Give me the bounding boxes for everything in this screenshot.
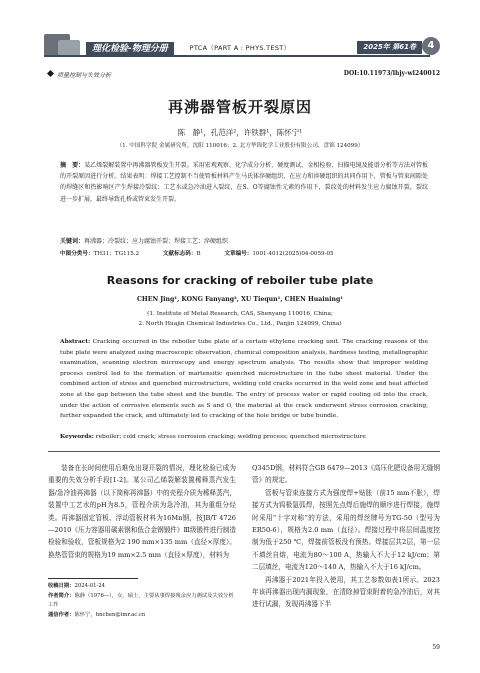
- abstract-cn-label: 摘 要：: [60, 162, 85, 169]
- keywords-en: [60, 432, 428, 443]
- section-divider: [48, 451, 440, 452]
- footnote: [48, 582, 238, 620]
- article-title-en: Reasons for cracking of reboiler tube plate: [106, 274, 374, 287]
- clc-label: 中图分类号：: [60, 251, 94, 257]
- keywords-en-text: reboiler; cold crack; stress corrosion cracking; welding process; quenched microstructure: [95, 434, 366, 440]
- authors-cn: 陈 静¹，孔范洋²，许铁群¹，陈怀宁¹: [177, 128, 303, 137]
- abstract-cn: [60, 160, 428, 205]
- body-paragraph: Q345D钢，材料符合GB 6479—2013《高压化肥设备用无缝钢管》的规定。: [252, 464, 440, 485]
- affiliations-cn: （1. 中国科学院 金属研究所，沈阳 110016；2. 北方华锦化学工业股份有限公司，盘锦 124099）: [116, 143, 364, 149]
- journal-name: 理化检验-物理分册: [86, 42, 174, 56]
- affiliation-en-2: 2. North Huajin Chemical Industries Co., Ltd., Panjin 124099, China): [138, 321, 342, 327]
- footnote-divider: [48, 578, 138, 579]
- received-date: 2024-01-24: [74, 583, 106, 589]
- contact-author: 陈怀宁，hnchen@imr.ac.cn: [74, 611, 146, 618]
- classification-row: [60, 249, 428, 257]
- article-id-label: 文章编号：: [224, 251, 253, 257]
- doc-code-value: B: [196, 251, 201, 257]
- article-title-cn: 再沸器管板开裂原因: [167, 98, 312, 116]
- header-divider: [44, 55, 430, 57]
- body-paragraph: 管板与管束连接方式为强度焊+贴胀（前15 mm不胀），焊接方式为钨极氩弧焊，按照先点焊后施焊的顺序进行焊接，施焊时采用“十字对称”的方法，采用的焊丝牌号为TG-50（型号为ER50-6），规格为2.0 mm（直径）。焊接过程中将层间温度控制为低于250 ℃，焊接前管板没有预热。焊接层共2层，第一层不填丝自熔，电流为80～100 A，热输入不大于12 kJ/cm；第二层填丝，电流为120～140 A，热输入不大于16 kJ/cm。: [252, 488, 440, 572]
- affiliations-en: [0, 309, 480, 329]
- received-label: 收稿日期：: [48, 583, 75, 589]
- doc-code-label: 文献标志码：: [162, 251, 197, 257]
- abstract-en-label: Abstract:: [60, 338, 91, 345]
- abstract-en: [60, 337, 428, 422]
- page-number: 59: [432, 644, 440, 651]
- doi: DOI:10.11973/lhjy-wl240012: [343, 70, 440, 77]
- abstract-en-text: Cracking occurred in the reboiler tube plate of a certain ethylene cracking unit. The cracking reasons of the tube plate were analyzed using macroscopic observation, chemical composition analysis, hardness testing, metallographic examination, scanning electron microscopy and energy spectrum analysis. The results show that improper welding process control led to the formation of martensitic quenched microstructure in the tube sheet material. Under the combined action of stress and quenched microstructure, welding cold cracks occurred in the weld zone and heat affected zone at the gap between the tube sheet and the bundle. The entry of process water or rapid cooling oil into the crack, under the action of corrosive elements such as S and O, the material at the crack underwent stress corrosion cracking, further expanded the crack, and ultimately led to cracking of the hole bridge or tube bundle.: [60, 339, 429, 420]
- contact-label: 通信作者：: [48, 611, 75, 618]
- author-bio-label: 作者简介：: [48, 592, 75, 599]
- info-row: [48, 70, 440, 80]
- journal-english-name: PTCA（PART A : PHYS.TEST）: [189, 44, 291, 52]
- body-right-column: [252, 462, 440, 611]
- diamond-icon: [47, 70, 54, 77]
- keywords-cn-text: 再沸器；冷裂纹；应力腐蚀开裂；焊接工艺；淬硬组织: [84, 238, 229, 245]
- abstract-cn-text: 某乙烯裂解装置中再沸器管板发生开裂。采用宏观观察、化学成分分析、硬度测试、金相检验、扫描电镜及能谱分析等方法对管板的开裂原因进行分析。结果表明：焊接工艺控制不当使管板材料产生马氏体淬硬组织，在应力和淬硬组织的共同作用下，管板与管束间隙处的焊缝区和热影响区产生焊接冷裂纹；工艺水或急冷油进入裂纹，在S、O等腐蚀性元素的作用下，裂纹处的材料发生应力腐蚀开裂，裂纹进一步扩展，最终导致孔桥或管束发生开裂。: [60, 162, 428, 203]
- body-paragraph: 装备在长时间使用后难免出现开裂的情况，理化检验已成为重要的失效分析手段[1-2]。某公司乙烯裂解装置稀释蒸汽发生器/急冷油再沸器（以下简称再沸器）中的壳程介质为稀释蒸汽，装置中工艺水的pH为8.5，管程介质为急冷油，其为重组分烃类。再沸器固定管板、浮动管板材料为16Mn钢，按JB/T 4726—2010《压力容器用碳素钢和低合金钢锻件》Ⅲ级锻件进行制造检验和验收，管板规格为2 190 mm×135 mm（直径×厚度）。换热管管束的规格为19 mm×2.5 mm（直径×厚度），材料为: [48, 464, 236, 559]
- keywords-cn-label: 关键词：: [60, 238, 85, 245]
- column-tag: [48, 70, 111, 79]
- body-paragraph: 再沸器于2021年投入使用，其工艺参数如表1所示。2023年该再沸器出现内漏现象，在清除掉管束附着的急冷油后，对其进行试漏，发现再沸器下半: [252, 575, 440, 609]
- year-volume: 2025年 第61卷: [357, 41, 422, 54]
- article-id-value: 1001-4012(2025)04-0059-05: [252, 251, 334, 257]
- affiliation-en-1: (1. Institute of Metal Research, CAS, Shenyang 110016, China;: [147, 311, 333, 317]
- clc-value: TH31；TG115.2: [93, 251, 140, 257]
- issue-number: 4: [422, 37, 440, 55]
- journal-header: [0, 28, 480, 58]
- keywords-cn: [60, 236, 428, 245]
- author-bio: 陈静（1976—），女，硕士，主要从事焊接残余应力测试及失效分析工作: [48, 592, 234, 609]
- authors-en: CHEN Jing¹, KONG Fanyang², XU Tiequn¹, CHEN Huaining¹: [136, 296, 344, 303]
- column-tag-text: 质量控制与失效分析: [57, 72, 112, 79]
- keywords-en-label: Keywords:: [60, 433, 94, 440]
- body-left-column: [48, 462, 236, 561]
